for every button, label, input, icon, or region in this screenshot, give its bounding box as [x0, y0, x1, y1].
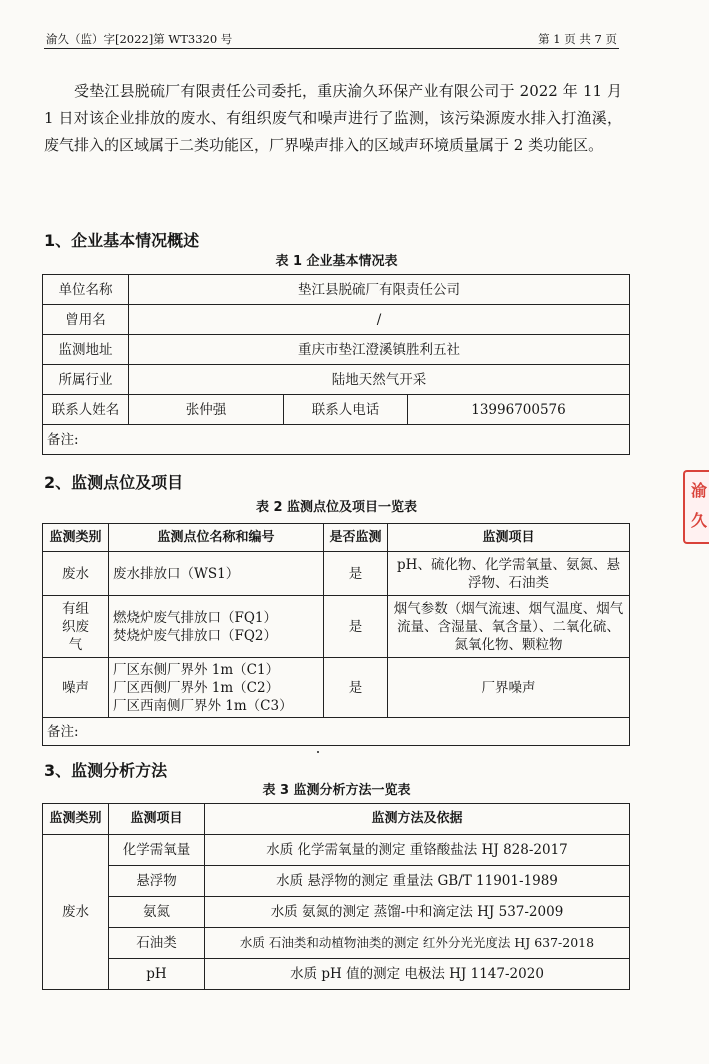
- monitor-address: 重庆市垫江澄溪镇胜利五社: [129, 335, 630, 365]
- items-cell: 厂界噪声: [388, 658, 630, 718]
- table-row: [43, 305, 630, 335]
- column-header: 监测类别: [43, 524, 109, 552]
- former-name: /: [129, 305, 630, 335]
- category-cell: 噪声: [43, 658, 109, 718]
- industry: 陆地天然气开采: [129, 365, 630, 395]
- table-row: [43, 335, 630, 365]
- point-name: 废水排放口（WS1）: [113, 565, 240, 582]
- column-header: 监测项目: [388, 524, 630, 552]
- column-header: 监测项目: [109, 804, 205, 835]
- point-cell: [109, 658, 324, 718]
- category-cell: 废水: [43, 552, 109, 596]
- monitoring-points-table: [42, 523, 630, 746]
- row-label: 监测地址: [43, 335, 129, 365]
- items-cell: 烟气参数（烟气流速、烟气温度、烟气流量、含湿量、氧含量）、二氧化硫、氮氧化物、颗粒物: [388, 596, 630, 658]
- seal-char: 渝: [691, 481, 708, 500]
- row-label: 单位名称: [43, 275, 129, 305]
- speck: [317, 751, 319, 753]
- category-cell: [43, 596, 109, 658]
- contact-phone: 13996700576: [408, 395, 630, 425]
- table-2-caption: 表 2 监测点位及项目一览表: [255, 500, 418, 515]
- items-cell: pH、硫化物、化学需氧量、氨氮、悬浮物、石油类: [388, 552, 630, 596]
- table-row: [43, 959, 630, 990]
- intro-paragraph: [44, 78, 622, 159]
- table-header-row: [43, 804, 630, 835]
- section-3-title: 3、监测分析方法: [44, 761, 168, 780]
- category-cell: 废水: [43, 835, 109, 990]
- table-header-row: [43, 524, 630, 552]
- monitored-cell: 是: [324, 596, 388, 658]
- section-2-title: 2、监测点位及项目: [44, 473, 184, 492]
- contact-name: 张仲强: [129, 395, 284, 425]
- monitored-cell: 是: [324, 658, 388, 718]
- section-1-title: 1、企业基本情况概述: [44, 231, 200, 250]
- point-name: 燃烧炉废气排放口（FQ1）: [113, 609, 278, 626]
- company-name: 垫江县脱硫厂有限责任公司: [129, 275, 630, 305]
- method-cell: 水质 化学需氧量的测定 重铬酸盐法 HJ 828-2017: [205, 835, 630, 866]
- table-row: [43, 275, 630, 305]
- item-cell: 石油类: [109, 928, 205, 959]
- table-row: [43, 425, 630, 455]
- point-name: 厂区东侧厂界外 1m（C1）: [113, 661, 280, 678]
- table-1-caption: 表 1 企业基本情况表: [275, 254, 398, 269]
- table-row: [43, 596, 630, 658]
- seal-stamp: [683, 470, 709, 544]
- point-name: 厂区西南侧厂界外 1m（C3）: [113, 697, 293, 714]
- basic-info-table: [42, 274, 630, 455]
- method-cell: 水质 悬浮物的测定 重量法 GB/T 11901-1989: [205, 866, 630, 897]
- column-header: 监测点位名称和编号: [109, 524, 324, 552]
- page-indicator: 第 1 页 共 7 页: [538, 32, 617, 46]
- point-cell: [109, 596, 324, 658]
- table-row: [43, 552, 630, 596]
- category-text: 有组织废气: [62, 600, 89, 653]
- table-row: [43, 897, 630, 928]
- method-cell: 水质 石油类和动植物油类的测定 红外分光光度法 HJ 637-2018: [205, 928, 630, 959]
- table-row: [43, 835, 630, 866]
- table-row: [43, 928, 630, 959]
- item-cell: 氨氮: [109, 897, 205, 928]
- report-number: 渝久（监）字[2022]第 WT3320 号: [46, 32, 233, 46]
- item-cell: 悬浮物: [109, 866, 205, 897]
- remarks: 备注:: [43, 718, 630, 746]
- method-cell: 水质 pH 值的测定 电极法 HJ 1147-2020: [205, 959, 630, 990]
- column-header: 监测方法及依据: [205, 804, 630, 835]
- table-row: [43, 866, 630, 897]
- table-3-caption: 表 3 监测分析方法一览表: [262, 783, 411, 798]
- column-header: 是否监测: [324, 524, 388, 552]
- point-cell: [109, 552, 324, 596]
- analysis-methods-table: [42, 803, 630, 990]
- table-row: [43, 365, 630, 395]
- monitored-cell: 是: [324, 552, 388, 596]
- item-cell: pH: [109, 959, 205, 990]
- contact-name-label: 联系人姓名: [43, 395, 129, 425]
- method-cell: 水质 氨氮的测定 蒸馏-中和滴定法 HJ 537-2009: [205, 897, 630, 928]
- page-header: [44, 30, 619, 49]
- row-label: 曾用名: [43, 305, 129, 335]
- table-row: [43, 718, 630, 746]
- item-cell: 化学需氧量: [109, 835, 205, 866]
- point-name: 焚烧炉废气排放口（FQ2）: [113, 627, 278, 644]
- row-label: 所属行业: [43, 365, 129, 395]
- table-row: [43, 658, 630, 718]
- intro-text: 受垫江县脱硫厂有限责任公司委托，重庆渝久环保产业有限公司于 2022 年 11 月 1 日对该企业排放的废水、有组织废气和噪声进行了监测，该污染源废水排入打渔溪，废气排入的区域属于二类功能区，厂界噪声排入的区域声环境质量属于 2 类功能区。: [44, 82, 622, 154]
- point-name: 厂区西侧厂界外 1m（C2）: [113, 679, 280, 696]
- table-row: [43, 395, 630, 425]
- contact-phone-label: 联系人电话: [284, 395, 408, 425]
- remarks: 备注:: [43, 425, 630, 455]
- seal-char: 久: [691, 511, 708, 530]
- column-header: 监测类别: [43, 804, 109, 835]
